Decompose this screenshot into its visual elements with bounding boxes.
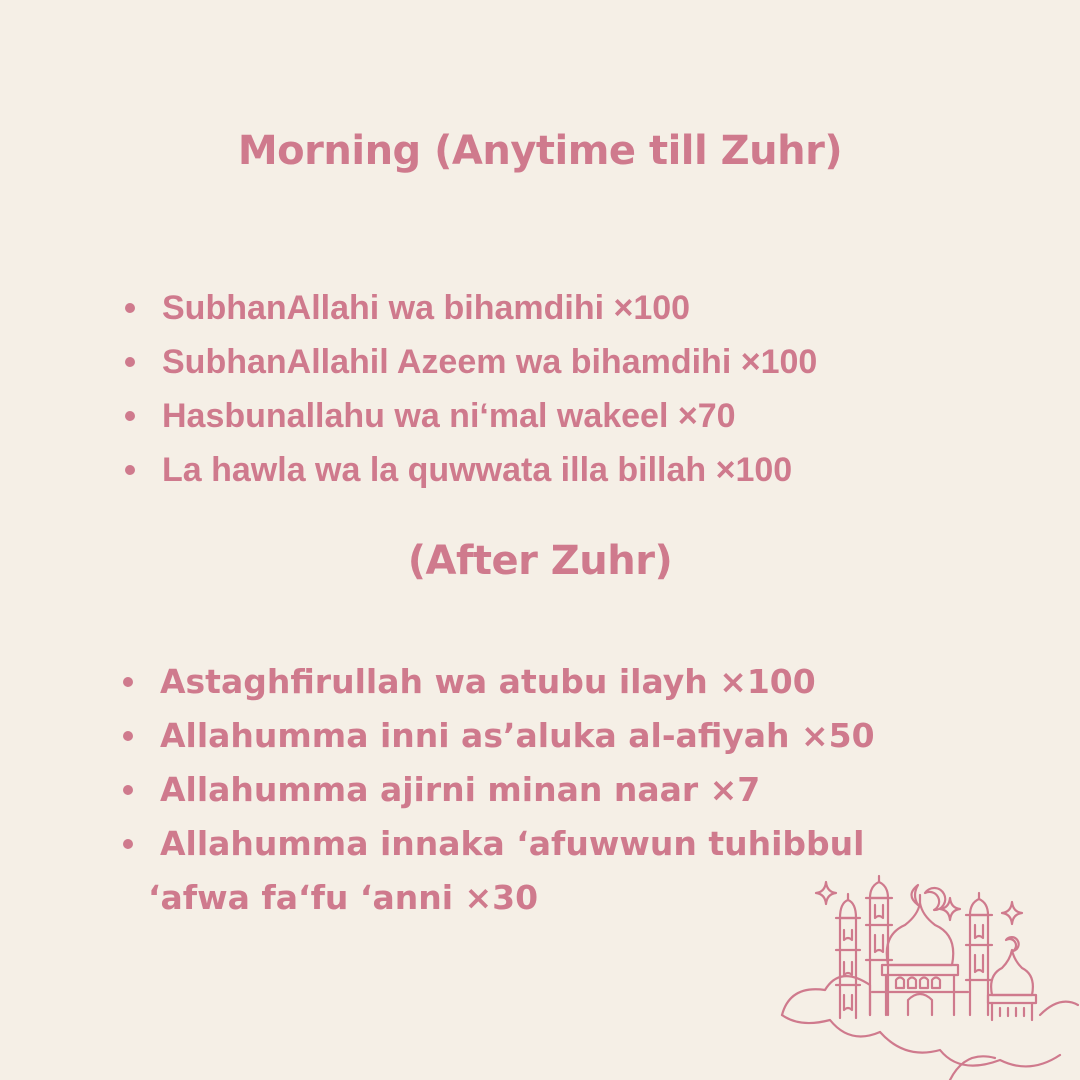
list-item (162, 281, 817, 335)
bullet-icon (125, 357, 135, 367)
list-item-text: La hawla wa la quwwata illa billah ×100 (162, 451, 793, 489)
list-item (160, 655, 920, 709)
bullet-icon (123, 839, 133, 849)
list-item-text: SubhanAllahil Azeem wa bihamdihi ×100 (162, 343, 818, 381)
bullet-icon (123, 785, 133, 795)
list-item (160, 709, 920, 763)
list-item-text-continued: ‘afwa fa‘fu ‘anni ×30 (148, 878, 539, 917)
after-zuhr-heading: (After Zuhr) (407, 538, 673, 584)
list-item (162, 443, 817, 497)
list-item (162, 335, 817, 389)
list-item-text: Astaghfirullah wa atubu ilayh ×100 (160, 662, 816, 701)
bullet-icon (123, 677, 133, 687)
list-item-text: Allahumma ajirni minan naar ×7 (160, 770, 761, 809)
bullet-icon (125, 303, 135, 313)
morning-heading: Morning (Anytime till Zuhr) (237, 128, 843, 174)
list-item (162, 389, 817, 443)
bullet-icon (125, 465, 135, 475)
morning-list (162, 281, 817, 497)
mosque-icon (760, 870, 1080, 1080)
list-item-text: SubhanAllahi wa bihamdihi ×100 (162, 289, 691, 327)
list-item-text: Hasbunallahu wa ni‘mal wakeel ×70 (162, 397, 736, 435)
bullet-icon (125, 411, 135, 421)
bullet-icon (123, 731, 133, 741)
list-item-text: Allahumma inni as’aluka al-afiyah ×50 (160, 716, 875, 755)
list-item (160, 763, 920, 817)
list-item-text: Allahumma innaka ‘afuwwun tuhibbul (160, 824, 865, 863)
